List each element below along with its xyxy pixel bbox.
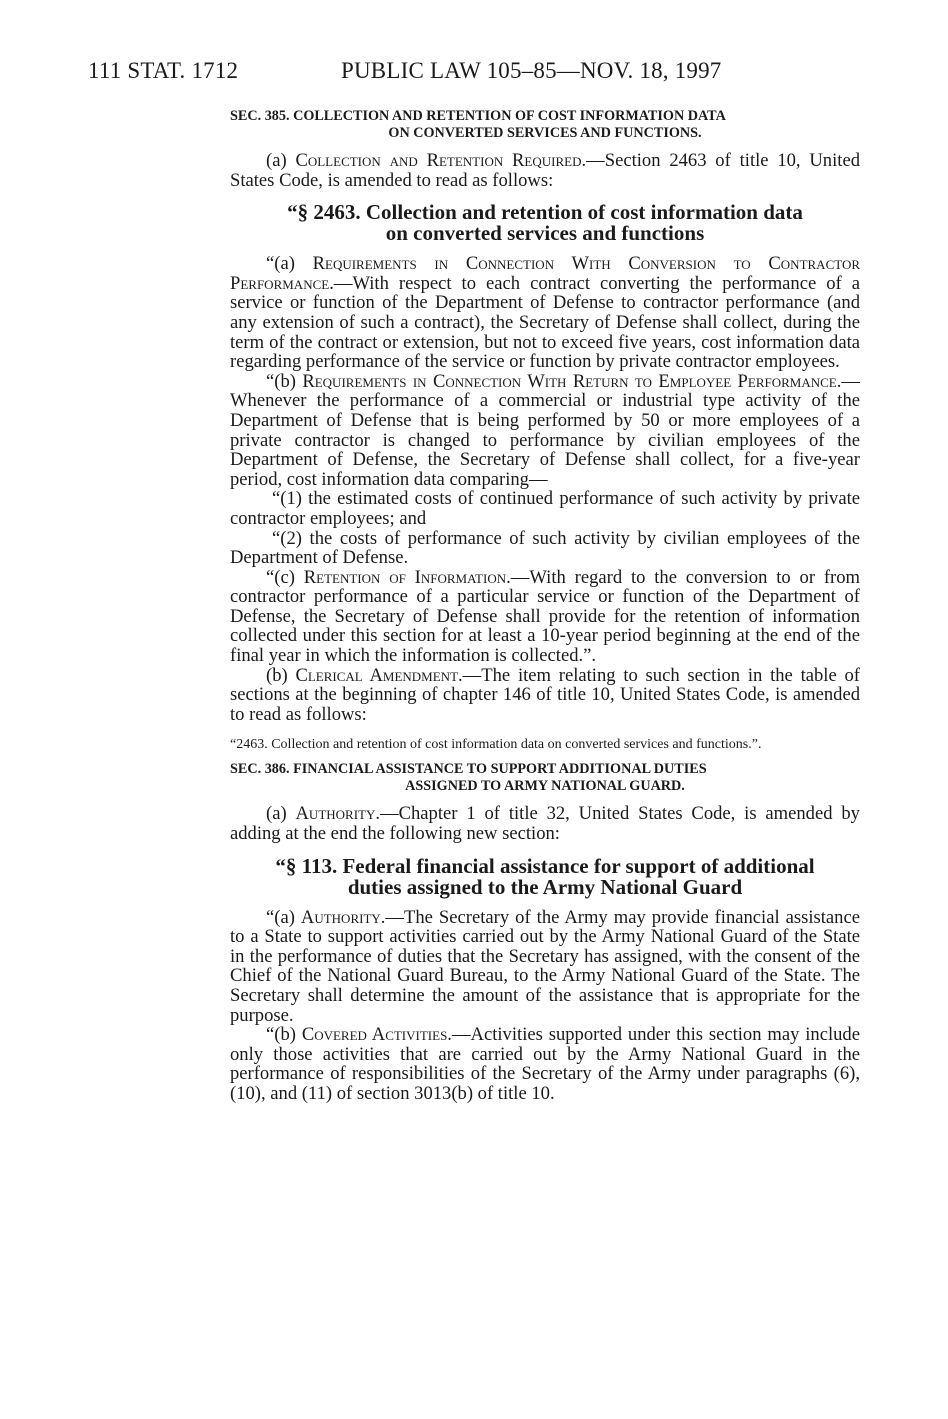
subsection-caption: Clerical Amendment. [295,664,463,686]
subsection-label: “(a) [266,253,313,275]
section-385-subsection-a [230,151,860,190]
section-2463-heading-line2: on converted services and functions [385,221,705,246]
section-113-heading-line2: duties assigned to the Army National Guard [347,874,743,899]
subsection-label: (b) [266,664,296,686]
section-386-heading [230,761,860,794]
subsection-label: “(b) [266,1024,302,1046]
subsection-text: —The Secretary of the Army may provide financial assistance to a State to support activities carried out by the Army National Guard of the State in the performance of duties that the Secretary has assigned, with the consent of the Chief of the National Guard Bureau, to the Army National Guard of the State. The Secretary shall determine the amount of the assistance that is appropriate for the purpose. [230,906,860,1026]
subsection-label: “(a) [266,906,301,928]
subsection-text: —The item relating to such section in the table of sections at the beginning of chapter 146 of title 10, United States Code, is amended to read as follows: [230,664,860,725]
section-2463-paragraph-2: “(2) the costs of performance of such activity by civilian employees of the Department of Defense. [230,527,860,569]
section-2463-subsection-a [230,254,860,372]
section-385-subsection-b [230,666,860,725]
section-113-subsection-a [230,908,860,1026]
subsection-label: (a) [266,803,296,825]
section-386-subsection-a [230,804,860,843]
subsection-caption: Requirements in Connection With Conversion to Contractor Performance. [230,253,861,294]
section-385-heading [230,108,860,141]
subsection-text: —Chapter 1 of title 32, United States Code, is amended by adding at the end the following new section: [230,803,860,845]
stat-page-number: 111 STAT. 1712 [88,58,239,83]
section-386-heading-line2: ASSIGNED TO ARMY NATIONAL GUARD. [405,777,685,794]
section-2463-paragraph-1: “(1) the estimated costs of continued performance of such activity by private contractor employees; and [230,488,860,529]
subsection-text: —Section 2463 of title 10, United States Code, is amended to read as follows: [230,150,860,191]
subsection-text: —With respect to each contract converting the performance of a service or function of the Department of Defense to contractor performance (and any extension of such a contract), the Secretary of Defense shall collect, during the term of the contract or extension, but not to exceed five years, cost information data regarding performance of the service or function by private contractor employees. [230,272,860,373]
subsection-text: —Whenever the performance of a commercial or industrial type activity of the Department of Defense that is being performed by 50 or more employees of a private contractor is changed to performance by civilian employees of the Department of Defense, the Secretary of Defense shall collect, for a five-year period, cost information data comparing— [230,370,860,490]
section-2463-heading-line1: “§ 2463. Collection and retention of cost information data [287,200,803,225]
section-2463-subsection-b [230,372,860,490]
section-386-heading-line1: SEC. 386. FINANCIAL ASSISTANCE TO SUPPORT ADDITIONAL DUTIES [230,761,707,778]
subsection-caption: Collection and Retention Required. [295,150,587,171]
section-113-heading [230,853,860,899]
table-of-sections-entry: “2463. Collection and retention of cost information data on converted services and functions.”. [230,737,762,753]
subsection-caption: Requirements in Connection With Return to Employee Performance. [302,370,842,392]
section-2463-subsection-c [230,568,860,666]
subsection-text: —With regard to the conversion to or from contractor performance of a particular service or function of the Department of Defense, the Secretary of Defense shall provide for the retention of information collected under this section for at least a 10-year period beginning at the end of the final year in which the information is collected.”. [230,566,860,667]
subsection-label: (a) [266,150,296,171]
public-law-citation: PUBLIC LAW 105–85—NOV. 18, 1997 [341,58,722,83]
subsection-label: “(c) [266,566,304,588]
section-113-heading-line1: “§ 113. Federal financial assistance for support of additional [275,853,815,878]
section-113-subsection-b [230,1025,860,1103]
subsection-caption: Authority. [295,803,381,825]
subsection-text: —Activities supported under this section may include only those activities that are carried out by the Army National Guard in the performance of responsibilities of the Secretary of the Army under paragraphs (6), (10), and (11) of section 3013(b) of title 10. [230,1024,860,1104]
section-2463-heading [230,202,860,244]
subsection-caption: Covered Activities. [301,1024,452,1046]
section-385-heading-line1: SEC. 385. COLLECTION AND RETENTION OF COST INFORMATION DATA [230,108,726,124]
document-body [230,108,860,1104]
section-385-heading-line2: ON CONVERTED SERVICES AND FUNCTIONS. [388,124,702,141]
subsection-caption: Retention of Information. [303,566,511,588]
subsection-caption: Authority. [300,906,386,928]
subsection-label: “(b) [266,370,303,392]
